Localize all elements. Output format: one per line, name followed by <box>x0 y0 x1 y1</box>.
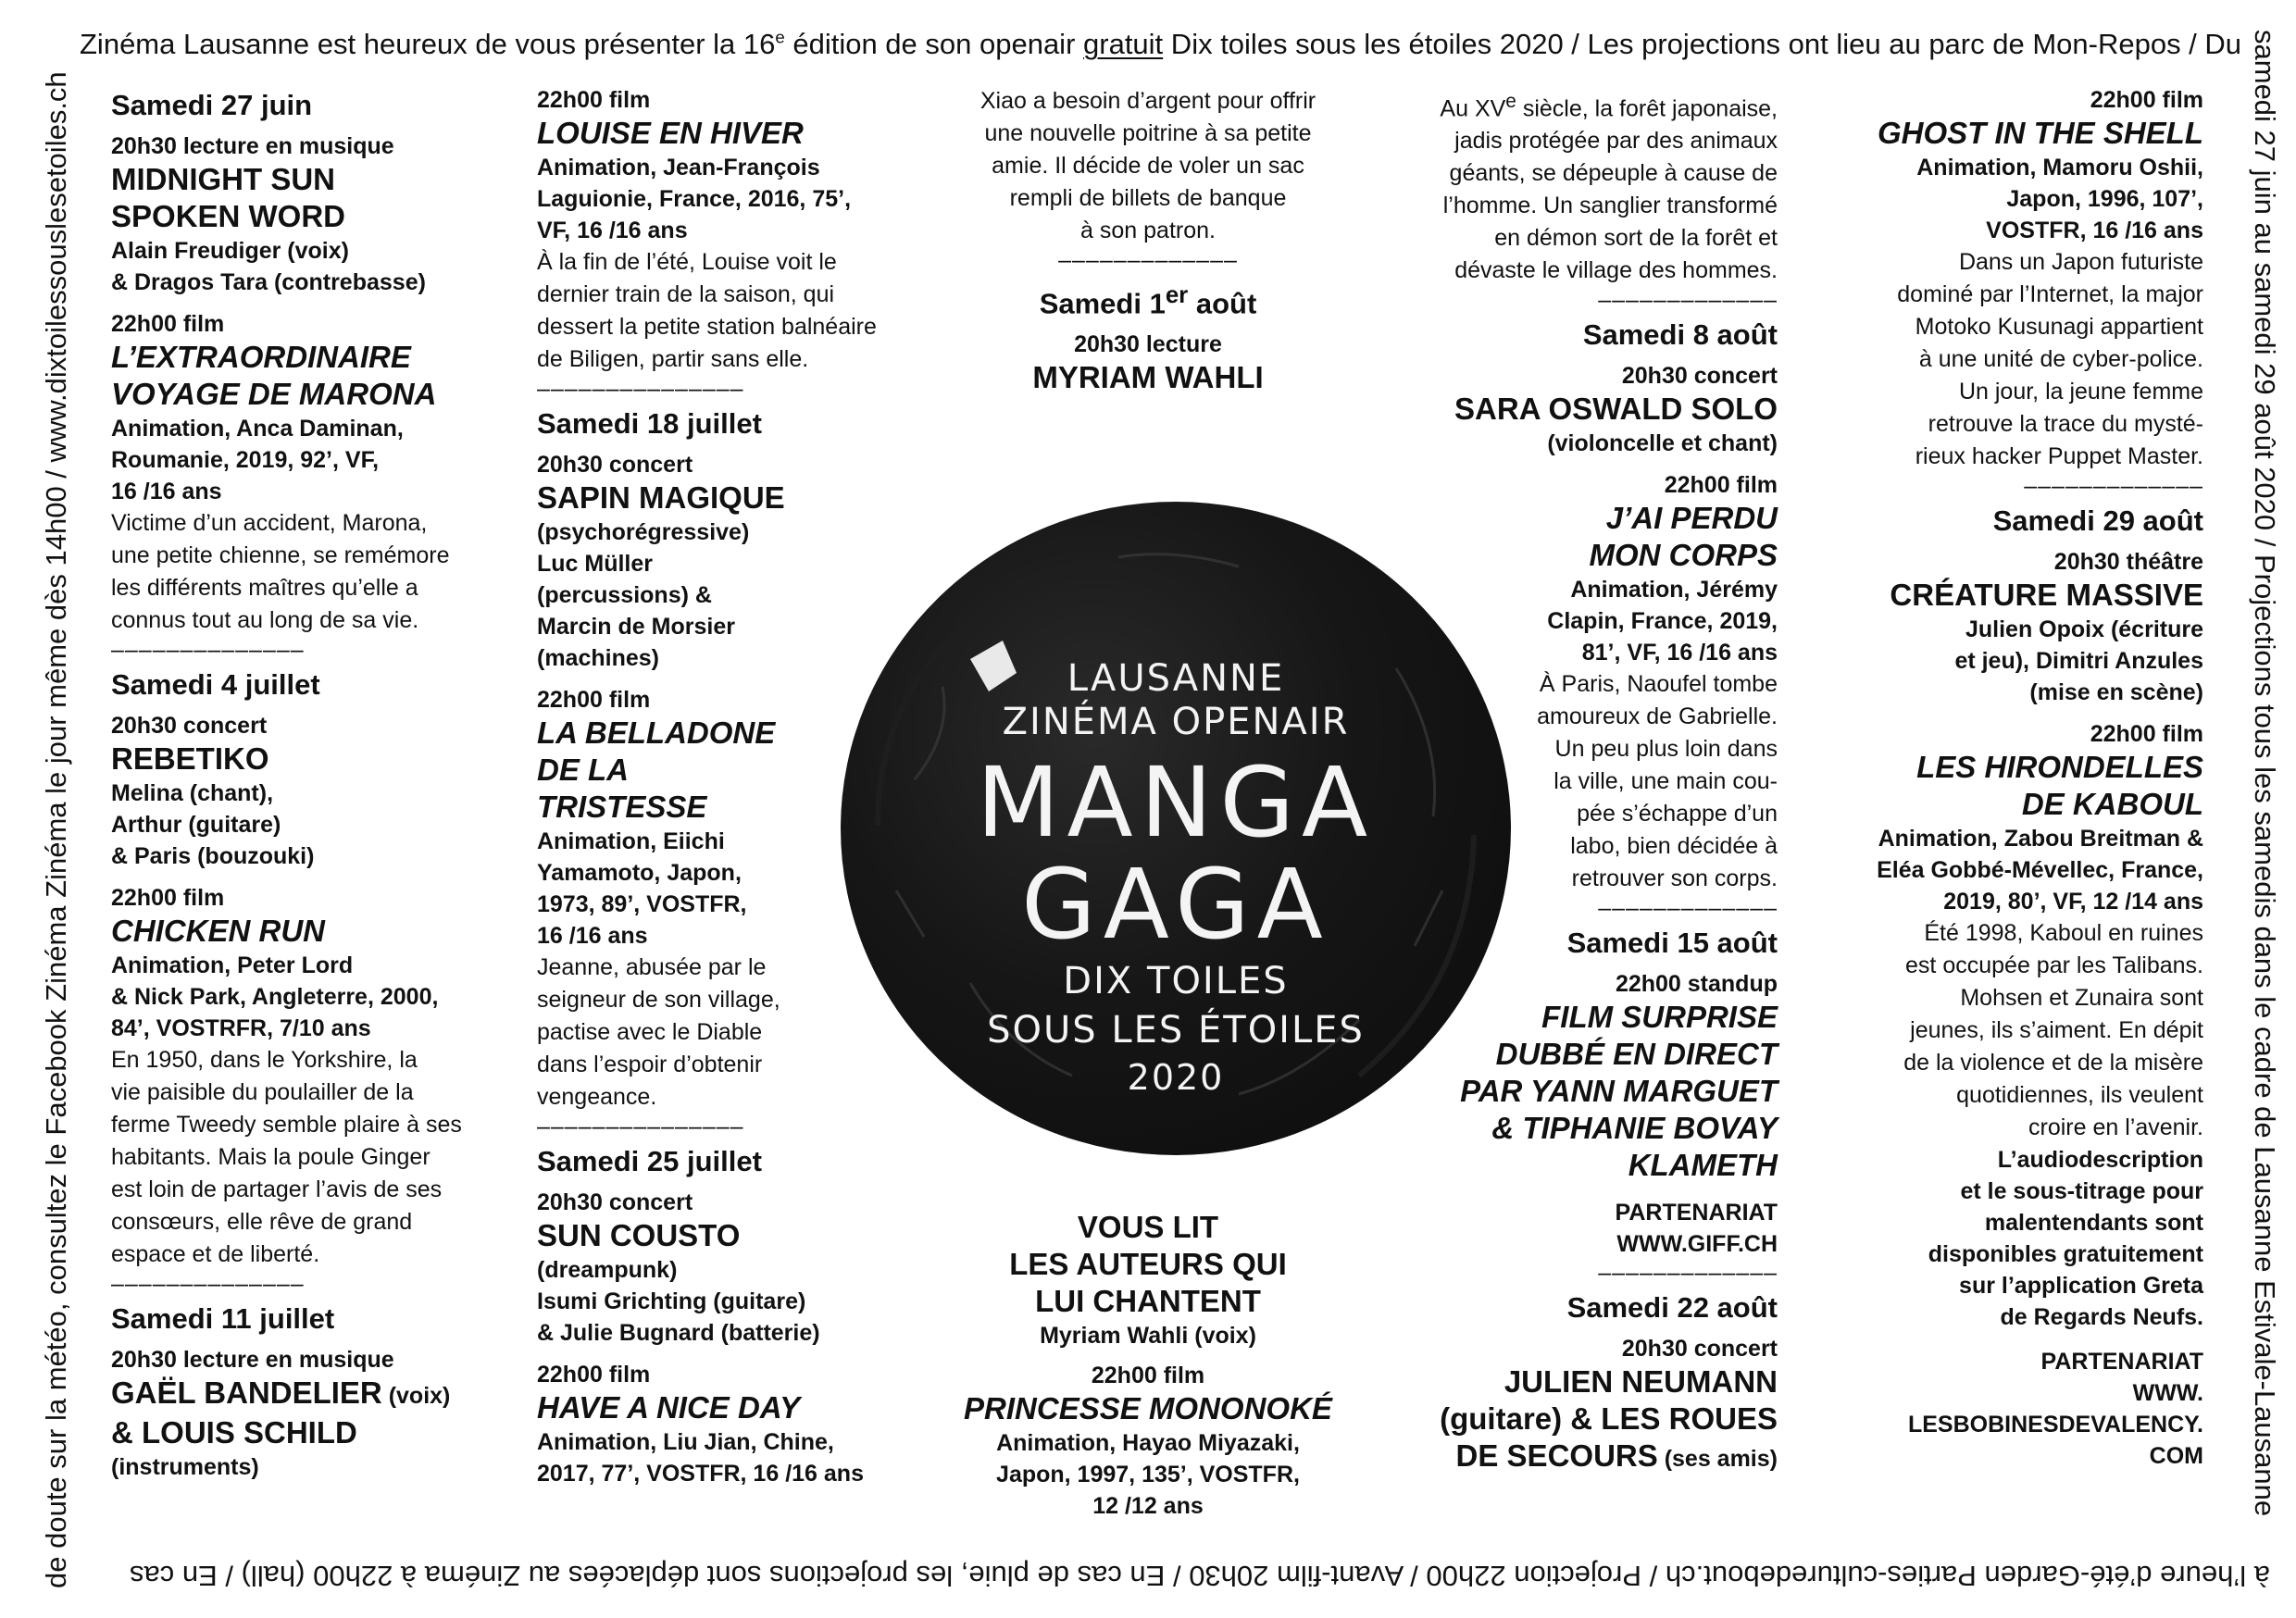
film-meta: 1973, 89’, VOSTFR, <box>537 891 747 917</box>
event-time-label: 20h30 concert <box>111 713 268 739</box>
film-synopsis: de la violence et de la misère <box>1903 1050 2203 1076</box>
film-meta: Animation, Peter Lord <box>111 952 354 978</box>
separator-line: ––––––––––––– <box>2024 473 2203 499</box>
film-synopsis: Un peu plus loin dans <box>1554 736 1778 763</box>
event-performers: & Julie Bugnard (batterie) <box>537 1320 820 1346</box>
ball-text-gaga: GAGA <box>1021 848 1330 961</box>
film-meta: Eléa Gobbé-Mévellec, France, <box>1877 857 2203 883</box>
date-heading: Samedi 4 juillet <box>111 668 320 701</box>
event-time-label: 22h00 film <box>2090 721 2203 747</box>
separator-line: ––––––––––––– <box>1598 1260 1778 1287</box>
event-time-label: 20h30 concert <box>537 452 693 478</box>
event-performers: (psychorégressive) <box>537 519 750 545</box>
film-title: LOUISE EN HIVER <box>537 116 804 150</box>
film-synopsis: habitants. Mais la poule Ginger <box>111 1144 430 1170</box>
partner-label: PARTENARIAT <box>2040 1349 2203 1375</box>
ball-text-year: 2020 <box>1127 1057 1225 1098</box>
film-meta: Clapin, France, 2019, <box>1547 608 1778 635</box>
film-synopsis: Victime d’un accident, Marona, <box>111 510 428 536</box>
film-synopsis: labo, bien décidée à <box>1570 833 1778 860</box>
partner-url: WWW. <box>2132 1380 2203 1406</box>
film-synopsis: amie. Il décide de voler un sac <box>992 153 1304 179</box>
film-synopsis: seigneur de son village, <box>537 987 780 1013</box>
film-title: MON CORPS <box>1589 538 1778 573</box>
event-title: SARA OSWALD SOLO <box>1454 392 1778 427</box>
event-title: & LOUIS SCHILD <box>111 1415 357 1450</box>
event-time-label: 20h30 lecture en musique <box>111 133 394 159</box>
film-synopsis: rieux hacker Puppet Master. <box>1915 443 2203 469</box>
event-performers: Arthur (guitare) <box>111 812 281 838</box>
event-title: GAËL BANDELIER (voix) <box>111 1375 451 1410</box>
film-meta: Japon, 1996, 107’, <box>2006 186 2203 212</box>
event-time-label: 20h30 concert <box>537 1189 693 1215</box>
accessibility-note: malentendants sont <box>1984 1210 2203 1236</box>
film-meta: 16 /16 ans <box>111 479 222 504</box>
film-synopsis: ferme Tweedy semble plaire à ses <box>111 1112 462 1138</box>
film-synopsis: dessert la petite station balnéaire <box>537 314 877 340</box>
partner-url: WWW.GIFF.CH <box>1616 1231 1778 1258</box>
film-synopsis: croire en l’avenir. <box>2028 1114 2203 1140</box>
film-title: L’EXTRAORDINAIRE <box>111 340 411 374</box>
film-synopsis: de Biligen, partir sans elle. <box>537 346 809 372</box>
event-title: KLAMETH <box>1628 1148 1778 1183</box>
event-performers: (percussions) & <box>537 582 712 608</box>
film-meta: Animation, Jean-François <box>537 155 820 180</box>
program-column-4 <box>1352 85 1778 1477</box>
event-performers: Luc Müller <box>537 551 654 577</box>
film-meta: Animation, Hayao Miyazaki, <box>996 1430 1300 1456</box>
ball-text-zinema-openair: ZINÉMA OPENAIR <box>1002 701 1350 743</box>
film-synopsis: jadis protégée par des animaux <box>1454 128 1778 155</box>
separator-line: ––––––––––––––– <box>537 1114 744 1139</box>
event-title: FILM SURPRISE <box>1541 1000 1778 1035</box>
film-synopsis: dominé par l’Internet, la major <box>1897 281 2203 307</box>
accessibility-note: sur l’application Greta <box>1959 1273 2203 1299</box>
accessibility-note: disponibles gratuitement <box>1928 1241 2203 1267</box>
partner-url: LESBOBINESDEVALENCY. <box>1907 1412 2203 1438</box>
film-title: TRISTESSE <box>537 790 707 824</box>
event-time-label: 22h00 film <box>2090 87 2203 113</box>
film-synopsis: pée s’échappe d’un <box>1577 801 1778 828</box>
event-performers: & Paris (bouzouki) <box>111 843 315 869</box>
date-heading: Samedi 11 juillet <box>111 1302 335 1335</box>
film-synopsis: à une unité de cyber-police. <box>1918 346 2203 372</box>
event-title: LUI CHANTENT <box>1035 1284 1261 1318</box>
film-synopsis: À Paris, Naoufel tombe <box>1539 671 1778 698</box>
film-meta: 2017, 77’, VOSTFR, 16 /16 ans <box>537 1461 864 1487</box>
event-time-label: 22h00 film <box>537 1362 651 1388</box>
event-performers: (violoncelle et chant) <box>1547 430 1778 457</box>
film-title: DE LA <box>537 753 629 787</box>
film-meta: Laguionie, France, 2016, 75’, <box>537 186 852 212</box>
film-synopsis: Été 1998, Kaboul en ruines <box>1924 920 2203 946</box>
partner-url: COM <box>2149 1443 2203 1469</box>
film-synopsis: Jeanne, abusée par le <box>537 954 767 980</box>
event-time-label: 22h00 film <box>1664 472 1778 499</box>
event-time-label: 22h00 film <box>111 885 225 911</box>
film-meta: 12 /12 ans <box>1092 1493 1204 1519</box>
event-time-label: 20h30 lecture <box>1074 331 1222 358</box>
ball-text-dix-toiles: DIX TOILES <box>1063 960 1289 1002</box>
separator-line: –––––––––––––– <box>111 1271 305 1297</box>
film-meta: Japon, 1997, 135’, VOSTFR, <box>996 1462 1300 1487</box>
film-synopsis: retrouve la trace du mysté- <box>1928 411 2203 437</box>
event-title: VOUS LIT <box>1077 1210 1219 1244</box>
partner-label: PARTENARIAT <box>1615 1200 1778 1226</box>
film-synopsis: Motoko Kusunagi appartient <box>1915 314 2203 340</box>
film-title: DE KABOUL <box>2021 787 2203 821</box>
separator-line: –––––––––––––– <box>111 637 305 663</box>
film-synopsis: rempli de billets de banque <box>1009 185 1287 211</box>
event-time-label: 20h30 lecture en musique <box>111 1347 394 1373</box>
film-synopsis: Un jour, la jeune femme <box>1958 379 2203 404</box>
film-synopsis: dernier train de la saison, qui <box>537 281 835 307</box>
film-synopsis: Au XVe siècle, la forêt japonaise, <box>1440 91 1778 122</box>
event-title: & TIPHANIE BOVAY <box>1491 1111 1778 1146</box>
event-title: LES AUTEURS QUI <box>1009 1247 1287 1281</box>
event-time-label: 22h00 standup <box>1615 971 1778 998</box>
film-synopsis: la ville, une main cou- <box>1554 768 1778 795</box>
event-title: SUN COUSTO <box>537 1218 741 1252</box>
film-synopsis: Xiao a besoin d’argent pour offrir <box>980 88 1316 114</box>
event-title: (guitare) & LES ROUES <box>1440 1401 1778 1437</box>
ball-text-lausanne: LAUSANNE <box>1067 657 1285 700</box>
event-title: DUBBÉ EN DIRECT <box>1495 1037 1778 1072</box>
film-meta: Animation, Eiichi <box>537 828 725 854</box>
film-meta: 84’, VOSTRFR, 7/10 ans <box>111 1015 371 1041</box>
film-title: CHICKEN RUN <box>111 914 325 948</box>
film-synopsis: les différents maîtres qu’elle a <box>111 575 418 601</box>
event-time-label: 22h00 film <box>111 311 225 337</box>
event-time-label: 20h30 théâtre <box>2053 549 2203 575</box>
film-synopsis: Mohsen et Zunaira sont <box>1960 985 2203 1011</box>
separator-line: ––––––––––––– <box>1598 895 1778 922</box>
film-synopsis: À la fin de l’été, Louise voit le <box>537 249 837 275</box>
film-meta: 2019, 80’, VF, 12 /14 ans <box>1943 889 2203 915</box>
event-title: REBETIKO <box>111 741 269 776</box>
separator-line: ––––––––––––– <box>1598 287 1778 314</box>
film-meta: 16 /16 ans <box>537 923 648 949</box>
film-synopsis: géants, se dépeuple à cause de <box>1449 160 1778 187</box>
film-synopsis: une nouvelle poitrine à sa petite <box>984 120 1312 146</box>
accessibility-note: L’audiodescription <box>1997 1147 2203 1173</box>
event-title: MYRIAM WAHLI <box>1032 360 1264 395</box>
film-meta: Animation, Liu Jian, Chine, <box>537 1429 834 1455</box>
film-synopsis: consœurs, elle rêve de grand <box>111 1209 413 1235</box>
ball-text-manga: MANGA <box>976 746 1376 859</box>
film-title: GHOST IN THE SHELL <box>1877 116 2203 150</box>
film-synopsis: dévaste le village des hommes. <box>1454 257 1778 284</box>
event-performers: Marcin de Morsier <box>537 614 735 640</box>
film-synopsis: pactise avec le Diable <box>537 1019 763 1045</box>
program-column-3-top <box>926 85 1370 396</box>
date-heading: Samedi 1er août <box>1039 282 1257 320</box>
event-time-label: 22h00 film <box>537 87 651 113</box>
film-meta: 81’, VF, 16 /16 ans <box>1581 640 1778 666</box>
date-heading: Samedi 15 août <box>1566 927 1778 960</box>
film-meta: Animation, Zabou Breitman & <box>1878 826 2203 852</box>
date-heading: Samedi 22 août <box>1566 1291 1778 1325</box>
event-title: PAR YANN MARGUET <box>1460 1074 1778 1109</box>
event-title: CRÉATURE MASSIVE <box>1890 578 2203 612</box>
date-heading: Samedi 29 août <box>1992 504 2203 537</box>
film-meta: VF, 16 /16 ans <box>537 218 688 243</box>
film-title: PRINCESSE MONONOKÉ <box>964 1391 1332 1425</box>
film-title: VOYAGE DE MARONA <box>111 377 437 411</box>
film-title: LES HIRONDELLES <box>1916 750 2203 784</box>
event-performers: (machines) <box>537 645 659 671</box>
event-time-label: 22h00 film <box>537 687 651 713</box>
film-meta: & Nick Park, Angleterre, 2000, <box>111 984 439 1010</box>
date-heading: Samedi 25 juillet <box>537 1145 762 1177</box>
event-title: MIDNIGHT SUN <box>111 162 335 196</box>
event-title: DE SECOURS (ses amis) <box>1455 1438 1778 1474</box>
event-performers: et jeu), Dimitri Anzules <box>1954 648 2203 674</box>
film-meta: Roumanie, 2019, 92’, VF, <box>111 447 380 473</box>
film-synopsis: une petite chienne, se remémore <box>111 542 450 568</box>
event-performers: Alain Freudiger (voix) <box>111 238 349 264</box>
film-meta: Yamamoto, Japon, <box>537 860 742 886</box>
film-synopsis: jeunes, ils s’aiment. En dépit <box>1910 1017 2203 1043</box>
border-text-right: samedi 27 juin au samedi 29 août 2020 / Projections tous les samedis dans le cadre de Lausanne Estivale-Lausanne <box>2249 30 2281 1517</box>
film-synopsis: amoureux de Gabrielle. <box>1537 703 1778 730</box>
film-synopsis: à son patron. <box>1080 218 1216 243</box>
event-performers: (mise en scène) <box>2029 679 2203 705</box>
event-performers: Julien Opoix (écriture <box>1965 616 2203 642</box>
film-meta: Animation, Mamoru Oshii, <box>1916 155 2203 180</box>
event-title: SPOKEN WORD <box>111 199 346 233</box>
program-column-3-bottom <box>926 1209 1370 1522</box>
date-heading: Samedi 8 août <box>1582 318 1778 352</box>
program-column-1 <box>111 81 518 1483</box>
film-synopsis: vie paisible du poulailler de la <box>111 1079 414 1105</box>
film-meta: Animation, Anca Daminan, <box>111 416 404 442</box>
film-synopsis: en démon sort de la forêt et <box>1494 225 1778 252</box>
event-performers: Melina (chant), <box>111 780 274 806</box>
event-time-label: 20h30 concert <box>1621 1336 1778 1363</box>
film-synopsis: retrouver son corps. <box>1571 865 1778 892</box>
film-synopsis: est occupée par les Talibans. <box>1905 952 2203 978</box>
film-synopsis: connus tout au long de sa vie. <box>111 607 419 633</box>
film-title: HAVE A NICE DAY <box>537 1390 801 1425</box>
separator-line: ––––––––––––––– <box>537 376 744 402</box>
film-title: LA BELLADONE <box>537 716 776 750</box>
border-text-left: de doute sur la météo, consultez le Facebook Zinéma Zinéma le jour même dès 14h00 / www.dixtoilessouslesetoiles.ch <box>40 71 72 1588</box>
border-text-bottom: à l’heure d’été-Garden Parties-culturedebout.ch / Projection 22h00 / Avant-film 20h30 / En cas de pluie, les projections sont déplacées au Zinéma à 22h00 (hall) / En cas <box>129 1560 2270 1592</box>
event-performers: & Dragos Tara (contrebasse) <box>111 269 426 295</box>
film-synopsis: espace et de liberté. <box>111 1241 320 1267</box>
accessibility-note: de Regards Neufs. <box>2000 1304 2203 1330</box>
date-heading: Samedi 27 juin <box>111 89 313 121</box>
program-column-5 <box>1796 85 2203 1472</box>
event-time-label: 22h00 film <box>1091 1363 1205 1388</box>
event-performers: (instruments) <box>111 1454 259 1480</box>
film-synopsis: dans l’espoir d’obtenir <box>537 1052 763 1077</box>
ball-text-sous-les-etoiles: SOUS LES ÉTOILES <box>987 1009 1365 1052</box>
film-title: J’AI PERDU <box>1605 501 1778 536</box>
separator-line: ––––––––––––– <box>1058 247 1238 273</box>
event-performers: Myriam Wahli (voix) <box>1040 1323 1256 1349</box>
accessibility-note: et le sous-titrage pour <box>1960 1178 2203 1204</box>
event-performers: Isumi Grichting (guitare) <box>537 1288 806 1314</box>
border-text-top: Zinéma Lausanne est heureux de vous présenter la 16e édition de son openair gratuit Dix toiles sous les étoiles 2020 / Les projections ont lieu au parc de Mon-Repos / Du <box>80 27 2242 60</box>
film-synopsis: vengeance. <box>537 1084 657 1110</box>
date-heading: Samedi 18 juillet <box>537 407 762 440</box>
film-synopsis: l’homme. Un sanglier transformé <box>1442 193 1778 219</box>
film-meta: Animation, Jérémy <box>1570 577 1778 604</box>
film-synopsis: Dans un Japon futuriste <box>1958 249 2203 275</box>
film-synopsis: quotidiennes, ils veulent <box>1956 1082 2203 1108</box>
film-synopsis: En 1950, dans le Yorkshire, la <box>111 1047 418 1073</box>
event-title: JULIEN NEUMANN <box>1504 1364 1778 1400</box>
film-synopsis: est loin de partager l’avis de ses <box>111 1176 443 1202</box>
film-meta: VOSTFR, 16 /16 ans <box>1986 218 2203 243</box>
event-title: SAPIN MAGIQUE <box>537 480 785 515</box>
event-performers: (dreampunk) <box>537 1257 678 1283</box>
event-time-label: 20h30 concert <box>1621 363 1778 390</box>
